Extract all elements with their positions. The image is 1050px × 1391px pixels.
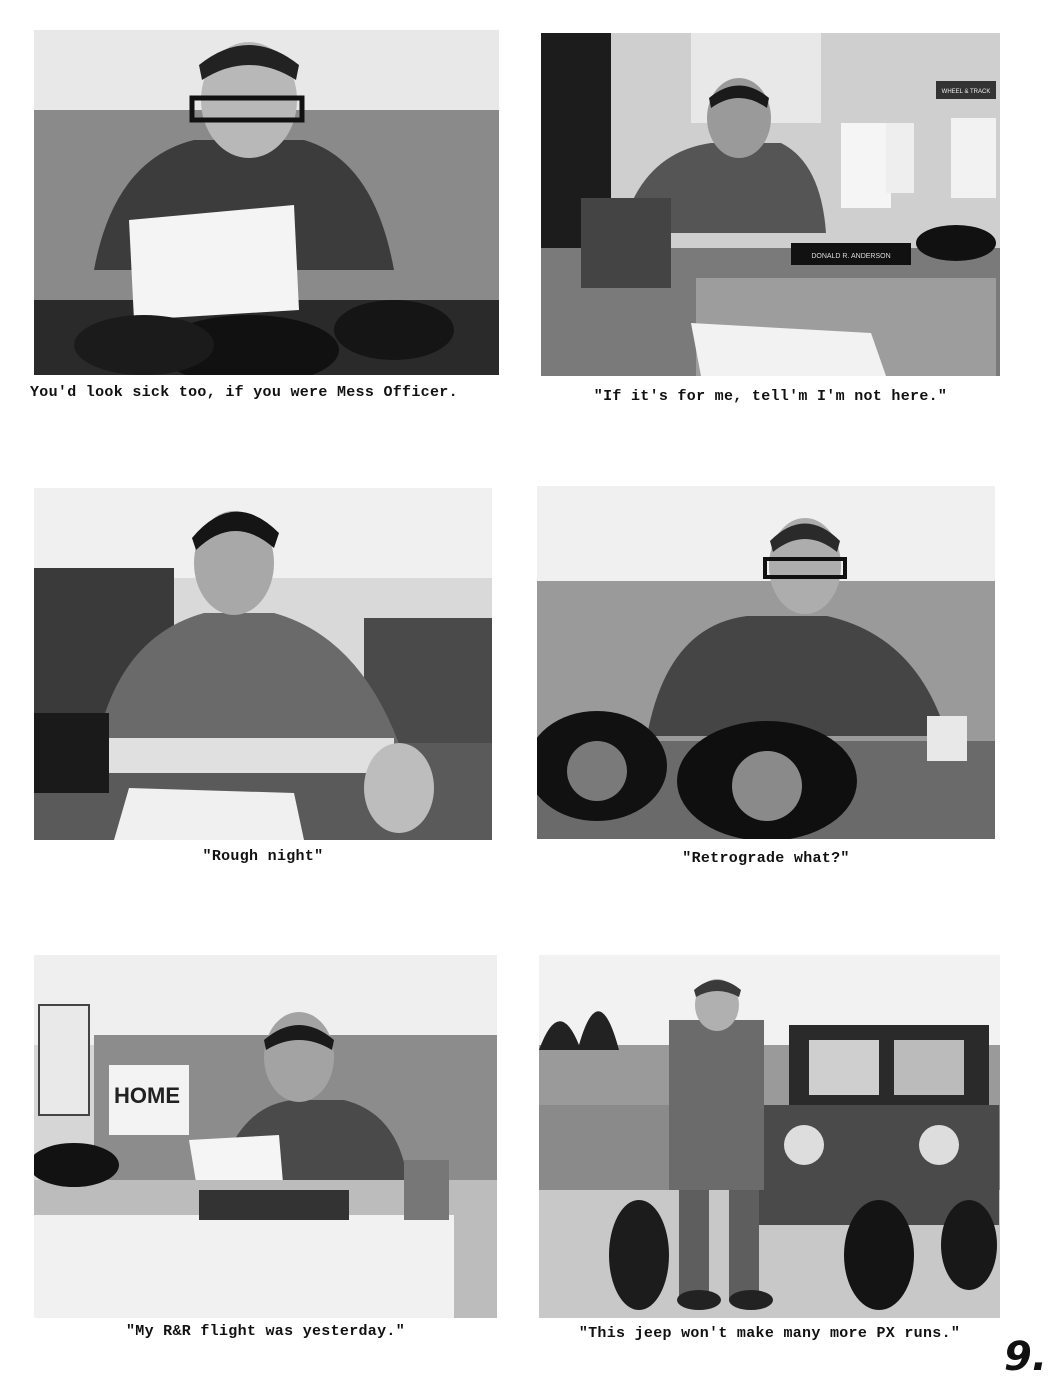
photo-rough-night [34,488,492,840]
caption-photo-3: "Rough night" [202,848,324,865]
photo-rr-flight [34,955,497,1318]
nameplate: DONALD R. ANDERSON [811,253,891,260]
photo-jeep [539,955,1000,1318]
page-number: 9. [1004,1334,1048,1380]
caption-photo-1: You'd look sick too, if you were Mess Officer. [30,384,458,401]
caption-photo-4: "Retrograde what?" [682,850,850,867]
caption-photo-2: "If it's for me, tell'm I'm not here." [593,388,948,405]
photo-retrograde [537,486,995,839]
caption-photo-5: "My R&R flight was yesterday." [125,1323,406,1340]
caption-photo-6: "This jeep won't make many more PX runs." [578,1325,961,1342]
photo-mess-officer [34,30,499,375]
sign-wheel-track: WHEEL & TRACK [941,89,991,95]
photo-desk-nameplate [541,33,1000,376]
sign-home: HOME [114,1083,180,1108]
